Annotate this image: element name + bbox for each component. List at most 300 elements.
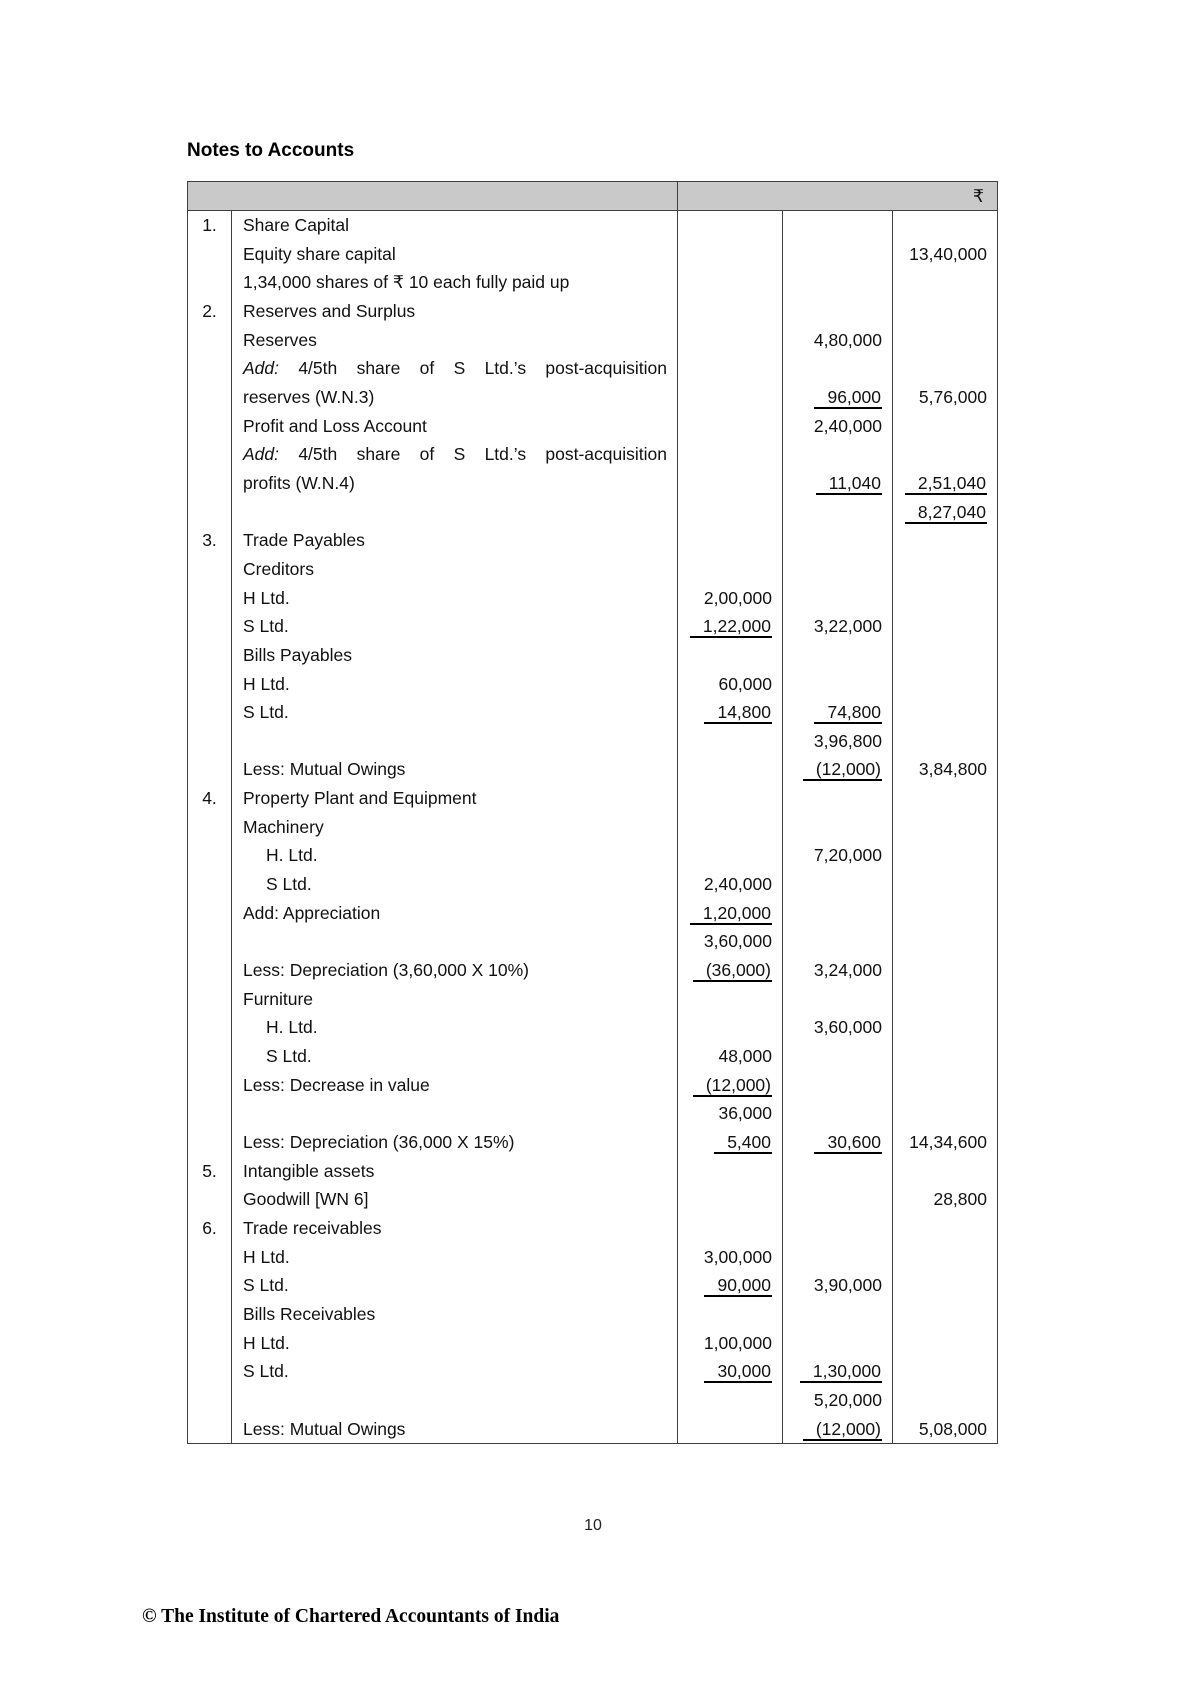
serial-number: 1. bbox=[202, 215, 217, 235]
cell-amount-1 bbox=[678, 1042, 783, 1071]
amount-value: 3,22,000 bbox=[813, 616, 882, 637]
table-row bbox=[188, 1013, 997, 1042]
cell-amount-1 bbox=[678, 727, 783, 756]
description-text: 1,34,000 shares of ₹ 10 each fully paid up bbox=[243, 272, 570, 293]
description-text: Less: Depreciation (36,000 X 15%) bbox=[243, 1132, 515, 1152]
amount-value: 1,00,000 bbox=[703, 1332, 772, 1353]
cell-amount-2 bbox=[783, 870, 893, 899]
cell-amount-1 bbox=[678, 841, 783, 870]
cell-description bbox=[232, 698, 678, 727]
cell-amount-2 bbox=[783, 899, 893, 928]
cell-amount-2 bbox=[783, 555, 893, 584]
amount-value: 3,24,000 bbox=[813, 960, 882, 981]
table-row bbox=[188, 1214, 997, 1243]
cell-amount-3 bbox=[893, 727, 997, 756]
cell-amount-1 bbox=[678, 670, 783, 699]
table-row bbox=[188, 813, 997, 842]
amount-value: 14,34,600 bbox=[909, 1132, 987, 1152]
cell-serial-number bbox=[188, 1271, 232, 1300]
cell-amount-2 bbox=[783, 1271, 893, 1300]
amount-value: 7,20,000 bbox=[813, 845, 882, 866]
amount-value: 60,000 bbox=[718, 673, 772, 694]
amount-value: 3,60,000 bbox=[703, 931, 772, 952]
cell-amount-2 bbox=[783, 1329, 893, 1358]
description-text: reserves (W.N.3) bbox=[243, 386, 375, 407]
table-row bbox=[188, 1071, 997, 1100]
cell-amount-1 bbox=[678, 1214, 783, 1243]
notes-to-accounts-table bbox=[187, 181, 998, 1444]
cell-serial-number bbox=[188, 1386, 232, 1415]
amount-value: 4,80,000 bbox=[813, 329, 882, 350]
cell-amount-1 bbox=[678, 211, 783, 240]
cell-serial-number bbox=[188, 1185, 232, 1214]
cell-amount-2 bbox=[783, 1013, 893, 1042]
serial-number: 6. bbox=[202, 1217, 217, 1238]
cell-amount-1 bbox=[678, 1386, 783, 1415]
table-row bbox=[188, 755, 997, 784]
cell-description bbox=[232, 1415, 678, 1444]
amount-value: 5,08,000 bbox=[918, 1418, 987, 1439]
cell-serial-number bbox=[188, 612, 232, 641]
cell-description bbox=[232, 1157, 678, 1186]
description-text: S Ltd. bbox=[243, 1361, 289, 1382]
cell-amount-1 bbox=[678, 1329, 783, 1358]
cell-amount-2 bbox=[783, 813, 893, 842]
table-row bbox=[188, 727, 997, 756]
cell-description bbox=[232, 1386, 678, 1415]
description-text: Profit and Loss Account bbox=[243, 415, 427, 436]
table-row bbox=[188, 1185, 997, 1214]
amount-value: 1,22,000 bbox=[690, 616, 772, 638]
table-row bbox=[188, 841, 997, 870]
description-text: Trade receivables bbox=[243, 1217, 382, 1238]
cell-serial-number bbox=[188, 526, 232, 555]
amount-value: 8,27,040 bbox=[905, 502, 987, 524]
description-text: Trade Payables bbox=[243, 530, 365, 551]
cell-amount-3 bbox=[893, 927, 997, 956]
cell-amount-3 bbox=[893, 985, 997, 1014]
copyright-line: © The Institute of Chartered Accountants of India bbox=[142, 1606, 560, 1627]
cell-description bbox=[232, 354, 678, 383]
table-row bbox=[188, 1357, 997, 1386]
cell-amount-1 bbox=[678, 383, 783, 412]
table-row bbox=[188, 870, 997, 899]
amount-value: 3,00,000 bbox=[703, 1246, 772, 1267]
cell-description bbox=[232, 612, 678, 641]
cell-amount-3 bbox=[893, 1042, 997, 1071]
table-row bbox=[188, 1386, 997, 1415]
cell-amount-1 bbox=[678, 1357, 783, 1386]
cell-serial-number bbox=[188, 1099, 232, 1128]
cell-description bbox=[232, 412, 678, 441]
cell-serial-number bbox=[188, 1157, 232, 1186]
cell-amount-2 bbox=[783, 240, 893, 269]
amount-value: 2,40,000 bbox=[813, 415, 882, 436]
cell-amount-3 bbox=[893, 641, 997, 670]
cell-amount-1 bbox=[678, 870, 783, 899]
description-text: Intangible assets bbox=[243, 1160, 375, 1181]
cell-serial-number bbox=[188, 841, 232, 870]
table-row bbox=[188, 555, 997, 584]
cell-amount-3 bbox=[893, 297, 997, 326]
cell-description bbox=[232, 1271, 678, 1300]
cell-amount-3 bbox=[893, 784, 997, 813]
amount-value: 5,76,000 bbox=[918, 386, 987, 407]
description-text: Reserves and Surplus bbox=[243, 300, 416, 321]
cell-description bbox=[232, 927, 678, 956]
cell-amount-1 bbox=[678, 584, 783, 613]
cell-description bbox=[232, 297, 678, 326]
amount-value: 5,400 bbox=[714, 1132, 772, 1154]
cell-description bbox=[232, 1013, 678, 1042]
amount-value: (12,000) bbox=[803, 1419, 882, 1441]
cell-description bbox=[232, 555, 678, 584]
cell-description bbox=[232, 584, 678, 613]
cell-amount-2 bbox=[783, 297, 893, 326]
cell-serial-number bbox=[188, 956, 232, 985]
cell-serial-number bbox=[188, 268, 232, 297]
cell-amount-3 bbox=[893, 1128, 997, 1157]
table-row bbox=[188, 1329, 997, 1358]
table-row bbox=[188, 1128, 997, 1157]
description-text: Reserves bbox=[243, 329, 317, 350]
table-row bbox=[188, 1271, 997, 1300]
table-row bbox=[188, 784, 997, 813]
cell-serial-number bbox=[188, 1415, 232, 1444]
table-row bbox=[188, 641, 997, 670]
cell-amount-2 bbox=[783, 612, 893, 641]
cell-serial-number bbox=[188, 1042, 232, 1071]
cell-amount-2 bbox=[783, 641, 893, 670]
amount-value: 3,84,800 bbox=[918, 759, 987, 780]
cell-amount-3 bbox=[893, 1214, 997, 1243]
cell-serial-number bbox=[188, 1243, 232, 1272]
description-text: Less: Mutual Owings bbox=[243, 759, 406, 780]
description-text: Goodwill [WN 6] bbox=[243, 1189, 369, 1210]
page-number: 10 bbox=[584, 1517, 602, 1534]
cell-amount-3 bbox=[893, 755, 997, 784]
table-row bbox=[188, 412, 997, 441]
cell-amount-1 bbox=[678, 440, 783, 469]
cell-description bbox=[232, 841, 678, 870]
amount-value: 2,51,040 bbox=[905, 473, 987, 495]
table-row bbox=[188, 1042, 997, 1071]
cell-amount-2 bbox=[783, 1243, 893, 1272]
cell-amount-2 bbox=[783, 1157, 893, 1186]
cell-amount-2 bbox=[783, 1042, 893, 1071]
amount-value: 1,20,000 bbox=[690, 903, 772, 925]
cell-serial-number bbox=[188, 326, 232, 355]
description-text: Add: Appreciation bbox=[243, 902, 381, 923]
cell-amount-1 bbox=[678, 1300, 783, 1329]
description-text: S Ltd. bbox=[243, 702, 289, 723]
table-body bbox=[188, 211, 997, 1443]
cell-amount-2 bbox=[783, 498, 893, 527]
cell-amount-2 bbox=[783, 698, 893, 727]
cell-serial-number bbox=[188, 784, 232, 813]
cell-amount-2 bbox=[783, 1128, 893, 1157]
cell-amount-1 bbox=[678, 297, 783, 326]
header-cell-amount bbox=[678, 182, 997, 210]
cell-description bbox=[232, 469, 678, 498]
cell-amount-2 bbox=[783, 1300, 893, 1329]
cell-amount-3 bbox=[893, 440, 997, 469]
amount-value: 90,000 bbox=[704, 1275, 772, 1297]
cell-amount-2 bbox=[783, 1099, 893, 1128]
cell-amount-1 bbox=[678, 813, 783, 842]
cell-description bbox=[232, 1243, 678, 1272]
table-row bbox=[188, 526, 997, 555]
cell-serial-number bbox=[188, 641, 232, 670]
cell-amount-1 bbox=[678, 268, 783, 297]
cell-amount-3 bbox=[893, 1329, 997, 1358]
cell-description bbox=[232, 1214, 678, 1243]
cell-amount-3 bbox=[893, 1071, 997, 1100]
cell-amount-3 bbox=[893, 240, 997, 269]
amount-value: 96,000 bbox=[814, 387, 882, 409]
cell-amount-3 bbox=[893, 211, 997, 240]
cell-amount-1 bbox=[678, 755, 783, 784]
cell-amount-1 bbox=[678, 1271, 783, 1300]
description-italic-prefix: Add: bbox=[243, 358, 279, 379]
cell-amount-3 bbox=[893, 354, 997, 383]
cell-amount-2 bbox=[783, 1415, 893, 1444]
amount-value: 5,20,000 bbox=[813, 1389, 882, 1410]
amount-value: 3,60,000 bbox=[813, 1017, 882, 1038]
table-row bbox=[188, 326, 997, 355]
cell-serial-number bbox=[188, 1071, 232, 1100]
cell-amount-3 bbox=[893, 326, 997, 355]
serial-number: 3. bbox=[202, 530, 217, 551]
cell-description bbox=[232, 899, 678, 928]
table-row bbox=[188, 985, 997, 1014]
cell-serial-number bbox=[188, 1357, 232, 1386]
cell-description bbox=[232, 440, 678, 469]
description-text: H Ltd. bbox=[243, 673, 290, 694]
amount-value: 30,000 bbox=[704, 1361, 772, 1383]
cell-amount-2 bbox=[783, 1386, 893, 1415]
table-row bbox=[188, 1415, 997, 1444]
amount-value: 11,040 bbox=[816, 473, 882, 495]
amount-value: 14,800 bbox=[704, 702, 772, 724]
cell-amount-1 bbox=[678, 326, 783, 355]
cell-amount-1 bbox=[678, 469, 783, 498]
cell-amount-1 bbox=[678, 1071, 783, 1100]
description-text: Share Capital bbox=[243, 215, 350, 235]
cell-serial-number bbox=[188, 1329, 232, 1358]
cell-amount-2 bbox=[783, 326, 893, 355]
table-row bbox=[188, 383, 997, 412]
cell-amount-1 bbox=[678, 784, 783, 813]
cell-amount-1 bbox=[678, 612, 783, 641]
cell-serial-number bbox=[188, 555, 232, 584]
description-text: H. Ltd. bbox=[266, 845, 318, 866]
cell-serial-number bbox=[188, 440, 232, 469]
cell-serial-number bbox=[188, 584, 232, 613]
cell-amount-1 bbox=[678, 1415, 783, 1444]
description-text: 4/5th share of S Ltd.’s post-acquisition bbox=[298, 358, 667, 379]
cell-serial-number bbox=[188, 383, 232, 412]
table-row bbox=[188, 1099, 997, 1128]
cell-description bbox=[232, 1357, 678, 1386]
cell-description bbox=[232, 240, 678, 269]
cell-amount-3 bbox=[893, 1357, 997, 1386]
cell-amount-3 bbox=[893, 670, 997, 699]
cell-amount-2 bbox=[783, 526, 893, 555]
amount-value: (12,000) bbox=[803, 759, 882, 781]
cell-amount-1 bbox=[678, 240, 783, 269]
description-text: S Ltd. bbox=[243, 1275, 289, 1296]
amount-value: 13,40,000 bbox=[909, 243, 987, 264]
description-text: S Ltd. bbox=[266, 1046, 312, 1067]
amount-value: 3,90,000 bbox=[813, 1275, 882, 1296]
cell-amount-3 bbox=[893, 383, 997, 412]
cell-amount-1 bbox=[678, 698, 783, 727]
description-text: Creditors bbox=[243, 558, 314, 579]
cell-serial-number bbox=[188, 498, 232, 527]
cell-amount-3 bbox=[893, 1271, 997, 1300]
cell-amount-2 bbox=[783, 268, 893, 297]
table-row bbox=[188, 698, 997, 727]
cell-amount-3 bbox=[893, 956, 997, 985]
cell-amount-2 bbox=[783, 841, 893, 870]
cell-serial-number bbox=[188, 870, 232, 899]
cell-description bbox=[232, 383, 678, 412]
cell-amount-1 bbox=[678, 1185, 783, 1214]
cell-amount-3 bbox=[893, 1415, 997, 1444]
description-text: H Ltd. bbox=[243, 587, 290, 608]
table-row bbox=[188, 1300, 997, 1329]
table-row bbox=[188, 469, 997, 498]
cell-description bbox=[232, 755, 678, 784]
cell-amount-1 bbox=[678, 555, 783, 584]
amount-value: 30,600 bbox=[814, 1132, 882, 1154]
amount-value: 2,40,000 bbox=[703, 874, 772, 895]
cell-serial-number bbox=[188, 1013, 232, 1042]
cell-serial-number bbox=[188, 899, 232, 928]
cell-amount-2 bbox=[783, 211, 893, 240]
cell-description bbox=[232, 870, 678, 899]
table-row bbox=[188, 670, 997, 699]
amount-value: 1,30,000 bbox=[800, 1361, 882, 1383]
cell-amount-1 bbox=[678, 498, 783, 527]
table-row bbox=[188, 268, 997, 297]
cell-serial-number bbox=[188, 211, 232, 240]
table-row bbox=[188, 1243, 997, 1272]
table-row bbox=[188, 927, 997, 956]
cell-description bbox=[232, 1099, 678, 1128]
cell-amount-3 bbox=[893, 1386, 997, 1415]
table-row bbox=[188, 354, 997, 383]
cell-serial-number bbox=[188, 412, 232, 441]
cell-description bbox=[232, 1185, 678, 1214]
description-text: H. Ltd. bbox=[266, 1017, 318, 1038]
cell-amount-2 bbox=[783, 670, 893, 699]
table-row bbox=[188, 440, 997, 469]
cell-amount-1 bbox=[678, 927, 783, 956]
cell-amount-3 bbox=[893, 612, 997, 641]
cell-serial-number bbox=[188, 813, 232, 842]
serial-number: 5. bbox=[202, 1160, 217, 1181]
cell-amount-3 bbox=[893, 1157, 997, 1186]
cell-description bbox=[232, 1042, 678, 1071]
cell-amount-2 bbox=[783, 584, 893, 613]
cell-amount-3 bbox=[893, 1300, 997, 1329]
cell-description bbox=[232, 813, 678, 842]
cell-amount-3 bbox=[893, 584, 997, 613]
cell-amount-3 bbox=[893, 555, 997, 584]
table-row bbox=[188, 899, 997, 928]
amount-value: (12,000) bbox=[693, 1075, 772, 1097]
description-text: Bills Payables bbox=[243, 644, 352, 665]
cell-serial-number bbox=[188, 469, 232, 498]
cell-amount-3 bbox=[893, 698, 997, 727]
amount-value: 28,800 bbox=[933, 1189, 987, 1210]
cell-description bbox=[232, 211, 678, 240]
amount-value: 2,00,000 bbox=[703, 587, 772, 608]
description-text: H Ltd. bbox=[243, 1332, 290, 1353]
description-text: profits (W.N.4) bbox=[243, 472, 355, 493]
cell-amount-3 bbox=[893, 1013, 997, 1042]
cell-amount-1 bbox=[678, 899, 783, 928]
description-text: Less: Decrease in value bbox=[243, 1074, 430, 1095]
page-title: Notes to Accounts bbox=[187, 140, 355, 161]
table-row bbox=[188, 612, 997, 641]
cell-description bbox=[232, 268, 678, 297]
description-text: S Ltd. bbox=[266, 874, 312, 895]
cell-description bbox=[232, 784, 678, 813]
table-row bbox=[188, 584, 997, 613]
cell-description bbox=[232, 526, 678, 555]
cell-amount-2 bbox=[783, 1185, 893, 1214]
cell-serial-number bbox=[188, 927, 232, 956]
cell-description bbox=[232, 1300, 678, 1329]
table-row bbox=[188, 956, 997, 985]
cell-description bbox=[232, 1329, 678, 1358]
cell-amount-2 bbox=[783, 1071, 893, 1100]
cell-amount-2 bbox=[783, 755, 893, 784]
cell-amount-3 bbox=[893, 899, 997, 928]
amount-value: (36,000) bbox=[693, 960, 772, 982]
cell-description bbox=[232, 670, 678, 699]
serial-number: 4. bbox=[202, 788, 217, 809]
table-row bbox=[188, 297, 997, 326]
cell-amount-3 bbox=[893, 268, 997, 297]
cell-serial-number bbox=[188, 698, 232, 727]
cell-amount-3 bbox=[893, 1243, 997, 1272]
amount-value: 74,800 bbox=[814, 702, 882, 724]
cell-description bbox=[232, 956, 678, 985]
cell-description bbox=[232, 641, 678, 670]
description-text: 4/5th share of S Ltd.’s post-acquisition bbox=[298, 444, 667, 465]
cell-serial-number bbox=[188, 354, 232, 383]
header-cell-blank bbox=[188, 182, 678, 210]
cell-amount-2 bbox=[783, 927, 893, 956]
description-text: Less: Depreciation (3,60,000 X 10%) bbox=[243, 960, 529, 981]
amount-value: 36,000 bbox=[718, 1103, 772, 1124]
cell-serial-number bbox=[188, 670, 232, 699]
cell-description bbox=[232, 985, 678, 1014]
cell-serial-number bbox=[188, 755, 232, 784]
cell-serial-number bbox=[188, 727, 232, 756]
cell-description bbox=[232, 727, 678, 756]
cell-serial-number bbox=[188, 985, 232, 1014]
cell-amount-3 bbox=[893, 526, 997, 555]
cell-amount-2 bbox=[783, 440, 893, 469]
serial-number: 2. bbox=[202, 300, 217, 321]
cell-description bbox=[232, 1071, 678, 1100]
cell-amount-1 bbox=[678, 1013, 783, 1042]
